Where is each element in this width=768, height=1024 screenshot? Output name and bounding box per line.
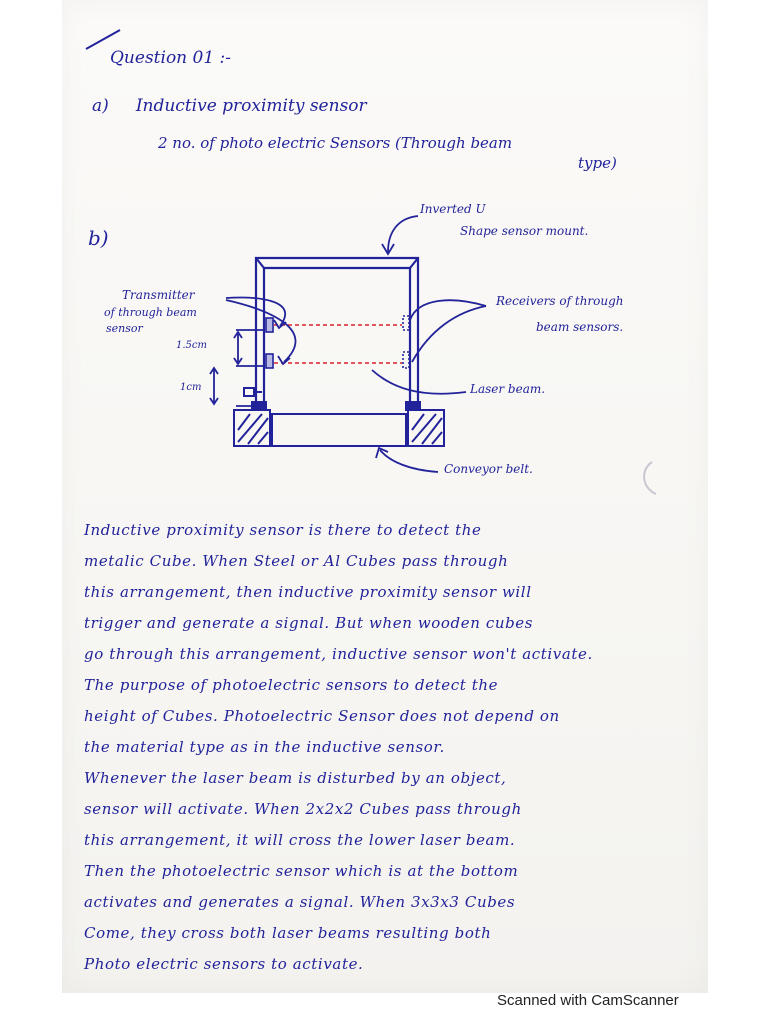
body-line: this arrangement, it will cross the lower laser beam.: [84, 831, 516, 849]
part-a-line2: 2 no. of photo electric Sensors (Through beam: [158, 134, 513, 152]
body-line: Whenever the laser beam is disturbed by an object,: [84, 769, 507, 787]
label-laser: Laser beam.: [470, 382, 546, 396]
camscanner-watermark: Scanned with CamScanner: [497, 992, 679, 1009]
body-line: metalic Cube. When Steel or Al Cubes pass through: [84, 552, 509, 570]
part-b-label: b): [88, 226, 109, 250]
part-a-label: a): [92, 96, 109, 116]
body-line: activates and generates a signal. When 3x3x3 Cubes: [84, 893, 516, 911]
body-line: Come, they cross both laser beams resulting both: [84, 924, 492, 942]
label-receivers-1: Receivers of through: [496, 294, 624, 308]
label-transmitter-3: sensor: [106, 322, 143, 335]
body-line: The purpose of photoelectric sensors to detect the: [84, 676, 499, 694]
dimension-lower: 1cm: [180, 382, 202, 393]
question-title: Question 01 :-: [110, 48, 232, 68]
label-transmitter-1: Transmitter: [122, 288, 195, 302]
body-line: go through this arrangement, inductive sensor won't activate.: [84, 645, 593, 663]
conveyor-belt: [272, 414, 406, 446]
transmitter-upper: [266, 318, 273, 332]
body-line: height of Cubes. Photoelectric Sensor does not depend on: [84, 707, 560, 725]
body-line: Then the photoelectric sensor which is at the bottom: [84, 862, 519, 880]
base-left: [234, 402, 270, 446]
part-a-line1: [92, 96, 367, 116]
label-mount-2: Shape sensor mount.: [460, 224, 589, 238]
body-line: sensor will activate. When 2x2x2 Cubes pass through: [84, 800, 522, 818]
part-a-line3: type): [578, 154, 617, 172]
label-receivers-2: beam sensors.: [536, 320, 624, 334]
inductive-sensor: [244, 388, 262, 396]
body-line: trigger and generate a signal. But when wooden cubes: [84, 614, 534, 632]
faint-mark: [644, 462, 656, 494]
label-conveyor: Conveyor belt.: [444, 462, 533, 476]
part-a-text1: Inductive proximity sensor: [135, 96, 367, 116]
receiver-upper: [403, 316, 409, 330]
base-right: [406, 402, 444, 446]
transmitter-lower: [266, 354, 273, 368]
body-line: Photo electric sensors to activate.: [84, 955, 364, 973]
label-transmitter-2: of through beam: [104, 306, 197, 319]
pen-stroke: [86, 30, 120, 49]
sensor-mount: [256, 258, 418, 408]
receiver-lower: [403, 352, 409, 368]
body-line: Inductive proximity sensor is there to detect the: [84, 521, 482, 539]
label-mount-1: Inverted U: [420, 202, 486, 216]
dimension-upper: 1.5cm: [176, 340, 207, 351]
body-line: this arrangement, then inductive proximity sensor will: [84, 583, 532, 601]
answer-paragraph: [84, 515, 694, 980]
body-line: the material type as in the inductive sensor.: [84, 738, 445, 756]
